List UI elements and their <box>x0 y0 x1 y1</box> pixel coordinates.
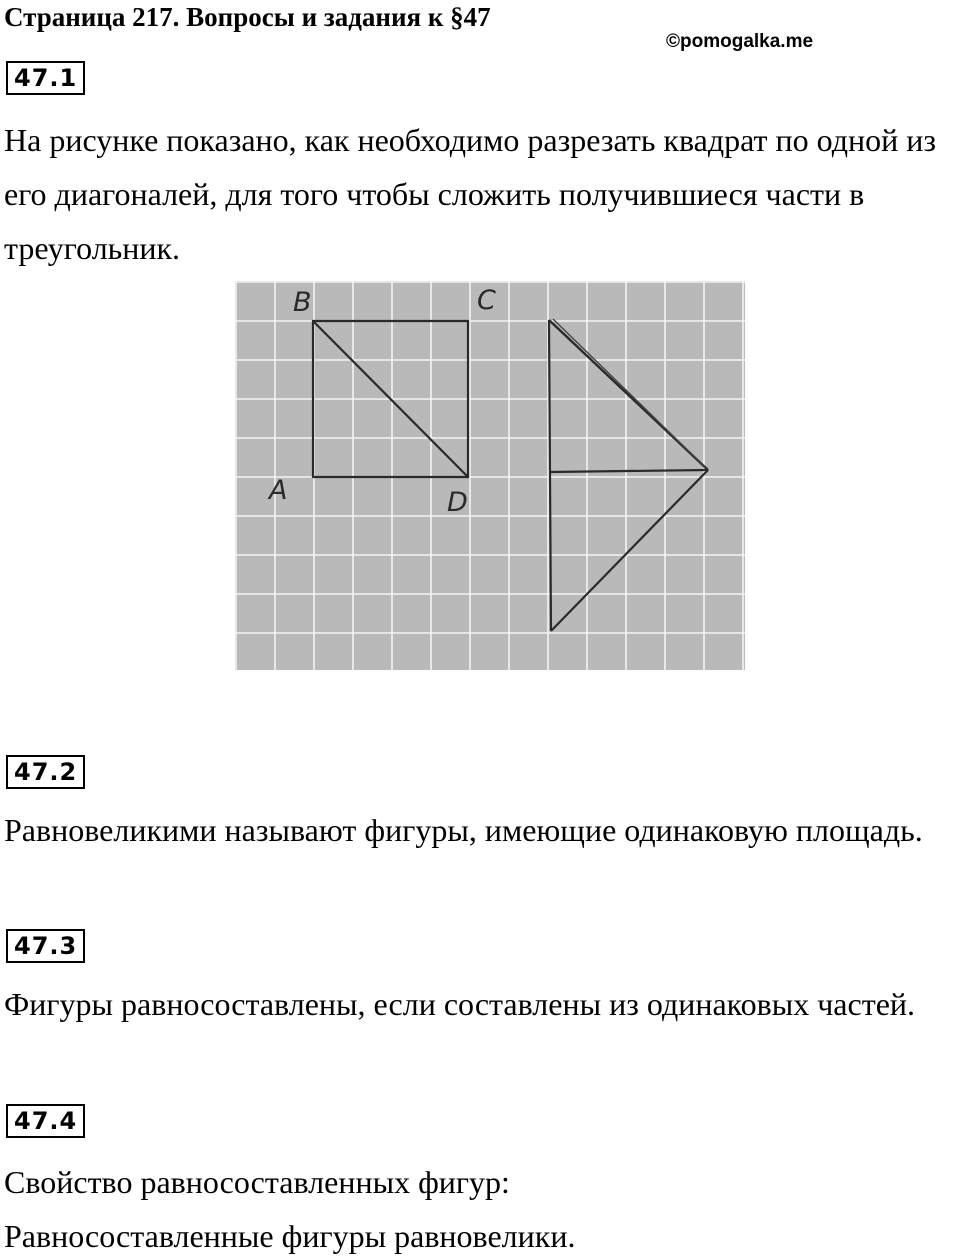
task-number-47-4: 47.4 <box>6 1104 85 1138</box>
label-d: D <box>447 487 468 518</box>
task-number-47-2: 47.2 <box>6 755 85 789</box>
task-number-47-3: 47.3 <box>6 929 85 963</box>
label-a: A <box>269 475 288 506</box>
graph-paper <box>235 281 745 670</box>
figure-svg <box>235 281 745 670</box>
figure-photo <box>235 281 745 670</box>
task-47-4-line-2: Равносоставленные фигуры равновелики. <box>4 1218 576 1254</box>
label-c: C <box>477 285 496 316</box>
task-number-47-1: 47.1 <box>6 61 85 95</box>
page-title: Страница 217. Вопросы и задания к §47 <box>4 2 491 32</box>
task-47-2-text: Равновеликими называют фигуры, имеющие одинаковую площадь. <box>4 812 923 848</box>
task-47-1-text: На рисунке показано, как необходимо разрезать квадрат по одной из его диагоналей, для того чтобы сложить получившиеся части в треугольник. <box>4 122 936 266</box>
task-47-3-text: Фигуры равносоставлены, если составлены из одинаковых частей. <box>4 986 916 1022</box>
task-47-4-line-1: Свойство равносоставленных фигур: <box>4 1164 510 1200</box>
label-b: B <box>293 287 312 318</box>
watermark: ©pomogalka.me <box>666 31 814 52</box>
